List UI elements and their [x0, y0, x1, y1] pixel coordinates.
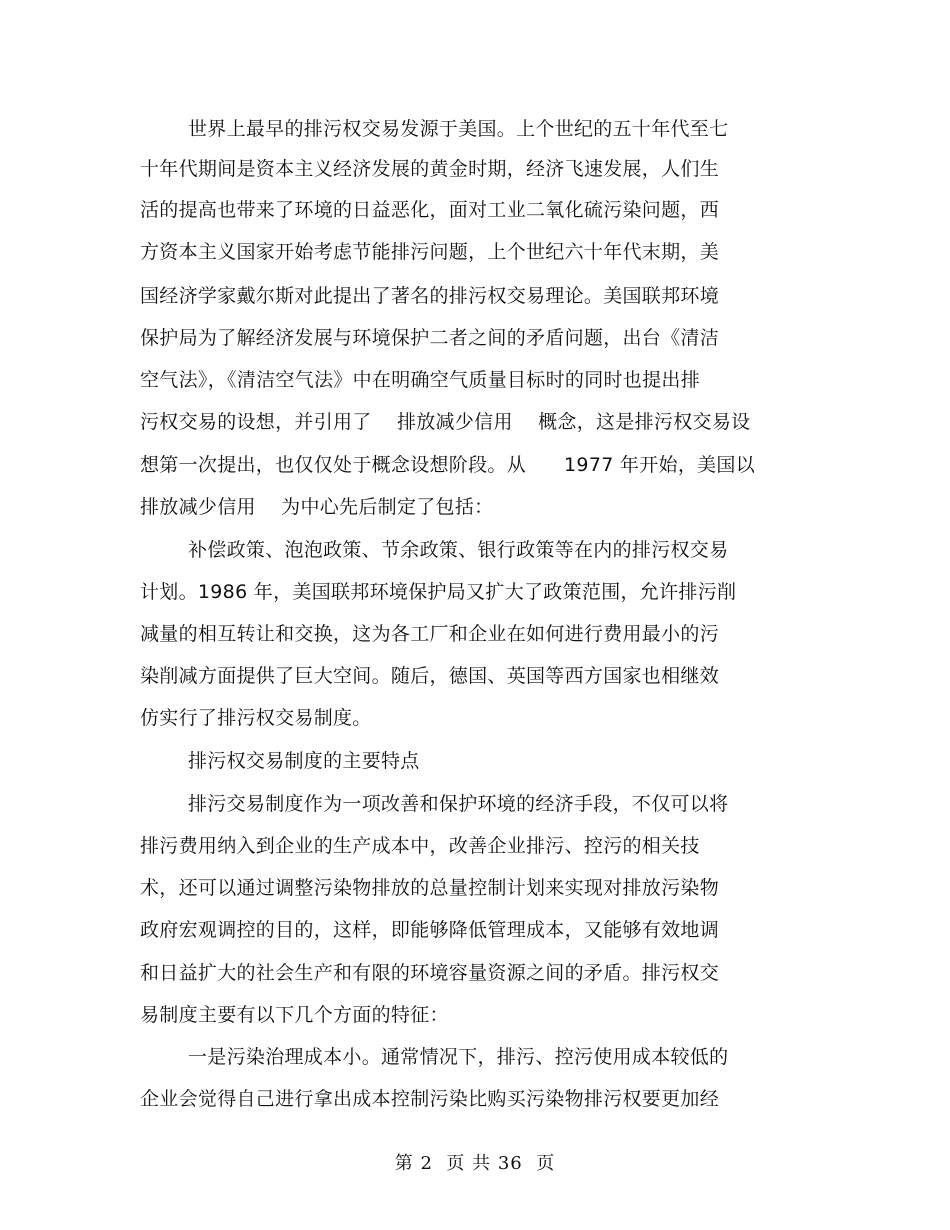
page-number-footer: 第 2 页 共 36 页 — [394, 1153, 556, 1174]
text-line: 空气法》，《清洁空气法》中在明确空气质量目标时的同时也提出排 — [140, 369, 701, 391]
text-line: 补偿政策、泡泡政策、节余政策、银行政策等在内的排污权交易 — [188, 539, 729, 561]
text-line: 活的提高也带来了环境的日益恶化，面对工业二氧化硫污染问题，西 — [140, 199, 720, 221]
text-line: 企业会觉得自己进行拿出成本控制污染比购买污染物排污权要更加经 — [140, 1088, 720, 1110]
text-line: 术，还可以通过调整污染物排放的总量控制计划来实现对排放污染物 — [140, 877, 720, 899]
text-line: 国经济学家戴尔斯对此提出了著名的排污权交易理论。美国联邦环境 — [140, 285, 720, 307]
text-line: 想第一次提出，也仅仅处于概念设想阶段。从 1977 年开始，美国以 — [140, 454, 756, 476]
text-line: 易制度主要有以下几个方面的特征： — [140, 1004, 449, 1026]
text-line: 一是污染治理成本小。通常情况下，排污、控污使用成本较低的 — [188, 1046, 729, 1068]
text-line: 减量的相互转让和交换，这为各工厂和企业在如何进行费用最小的污 — [140, 623, 720, 645]
text-line: 仿实行了排污权交易制度。 — [140, 707, 372, 729]
text-line: 和日益扩大的社会生产和有限的环境容量资源之间的矛盾。排污权交 — [140, 962, 720, 984]
text-line: 排放减少信用 为中心先后制定了包括： — [140, 496, 494, 518]
text-line: 染削减方面提供了巨大空间。随后，德国、英国等西方国家也相继效 — [140, 665, 720, 687]
text-line: 排污费用纳入到企业的生产成本中，改善企业排污、控污的相关技 — [140, 835, 700, 857]
text-line: 保护局为了解经济发展与环境保护二者之间的矛盾问题，出台《清洁 — [140, 327, 720, 349]
text-line: 污权交易的设想，并引用了 排放减少信用 概念，这是排污权交易设 — [140, 411, 751, 433]
text-line: 世界上最早的排污权交易发源于美国。上个世纪的五十年代至七 — [188, 118, 729, 140]
text-line: 计划。1986 年，美国联邦环境保护局又扩大了政策范围，允许排污削 — [140, 581, 737, 603]
text-line: 方资本主义国家开始考虑节能排污问题，上个世纪六十年代末期，美 — [140, 241, 720, 263]
text-line: 政府宏观调控的目的，这样，即能够降低管理成本，又能够有效地调 — [140, 919, 720, 941]
text-line: 十年代期间是资本主义经济发展的黄金时期，经济飞速发展，人们生 — [140, 158, 720, 180]
text-line: 排污交易制度作为一项改善和保护环境的经济手段，不仅可以将 — [188, 793, 729, 815]
section-heading: 排污权交易制度的主要特点 — [188, 750, 420, 772]
